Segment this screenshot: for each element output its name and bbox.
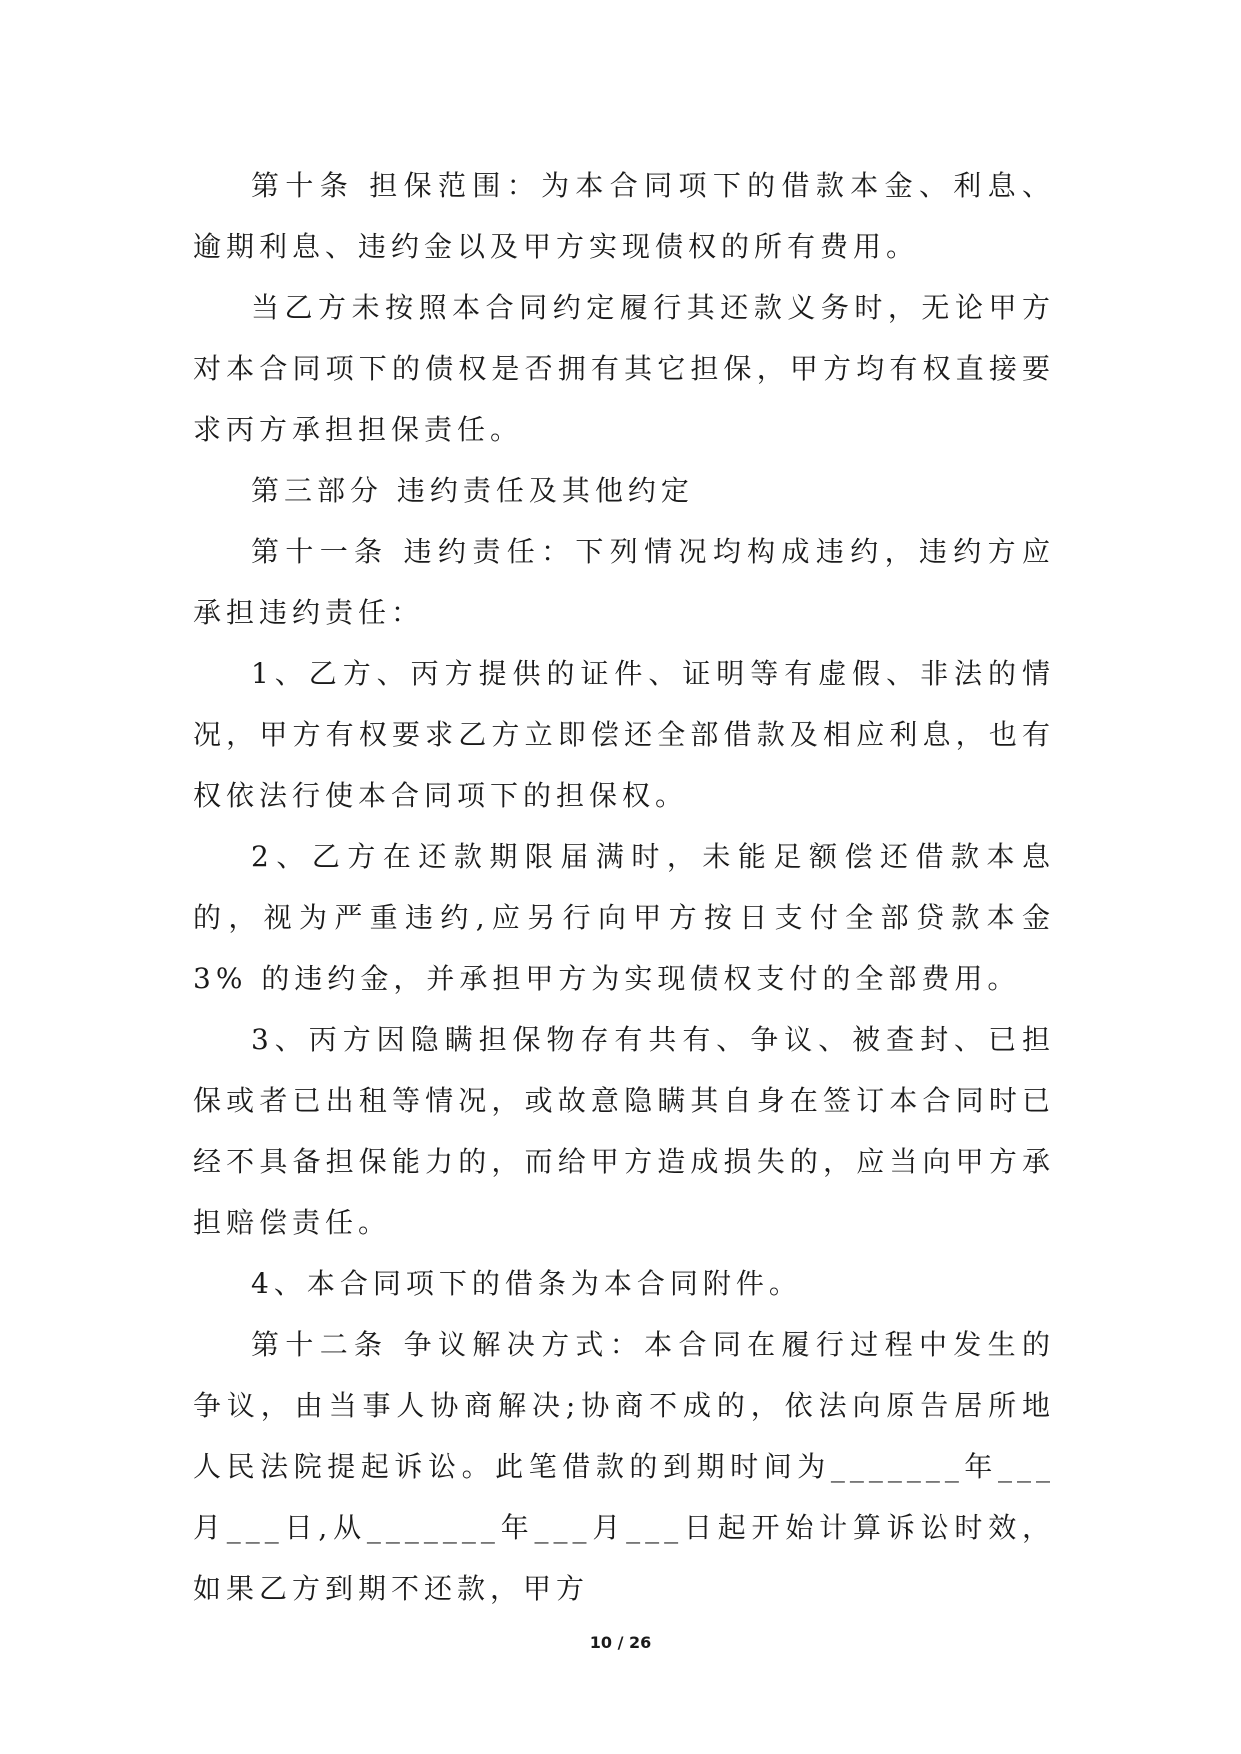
paragraph-article-12: 第十二条 争议解决方式：本合同在履行过程中发生的争议，由当事人协商解决;协商不成的，依法向原告居所地人民法院提起诉讼。此笔借款的到期时间为_______年___月___日,从_______年___月___日起开始计算诉讼时效，如果乙方到期不还款，甲方 — [193, 1328, 1055, 1605]
paragraph-item-4: 4、本合同项下的借条为本合同附件。 — [251, 1267, 802, 1300]
paragraph-item-3: 3、丙方因隐瞒担保物存有共有、争议、被查封、已担保或者已出租等情况，或故意隐瞒其自身在签订本合同时已经不具备担保能力的，而给甲方造成损失的，应当向甲方承担赔偿责任。 — [193, 1023, 1055, 1239]
paragraph-article-10: 第十条 担保范围：为本合同项下的借款本金、利息、逾期利息、违约金以及甲方实现债权的所有费用。 — [193, 169, 1055, 263]
paragraph-item-1: 1、乙方、丙方提供的证件、证明等有虚假、非法的情况，甲方有权要求乙方立即偿还全部借款及相应利息，也有权依法行使本合同项下的担保权。 — [193, 657, 1055, 812]
paragraph-article-11: 第十一条 违约责任：下列情况均构成违约，违约方应承担违约责任： — [193, 535, 1055, 629]
section-heading-part-3: 第三部分 违约责任及其他约定 — [251, 474, 694, 507]
paragraph-guarantee-liability: 当乙方未按照本合同约定履行其还款义务时，无论甲方对本合同项下的债权是否拥有其它担保，甲方均有权直接要求丙方承担担保责任。 — [193, 291, 1055, 446]
page-number: 10 / 26 — [589, 1633, 652, 1652]
document-body — [193, 155, 1055, 1619]
paragraph-item-2: 2、乙方在还款期限届满时，未能足额偿还借款本息的，视为严重违约,应另行向甲方按日支付全部贷款本金 3% 的违约金，并承担甲方为实现债权支付的全部费用。 — [193, 840, 1055, 995]
